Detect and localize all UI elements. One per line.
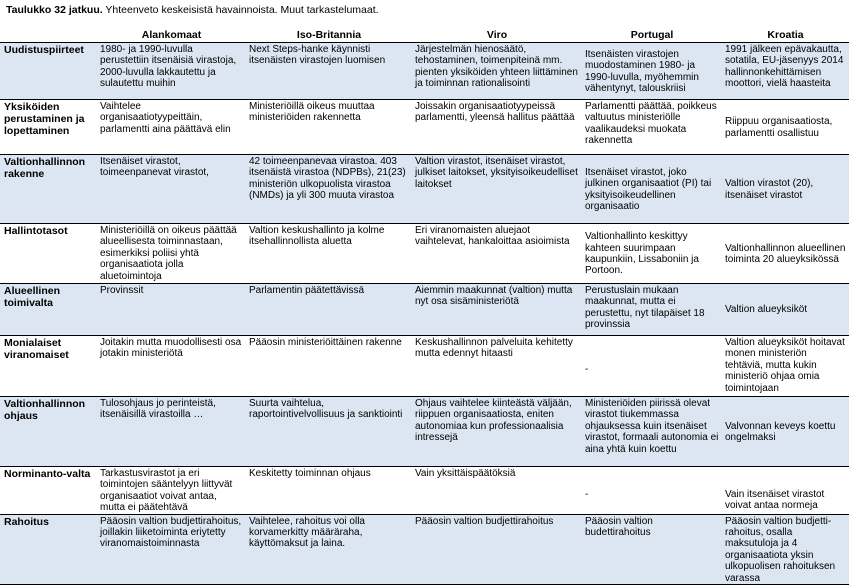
- row-label: Valtionhallinnon rakenne: [0, 155, 97, 224]
- cell-kroatia: Riippuu organisaatiosta, parlamentti osallistuu: [722, 100, 849, 155]
- cell-alankomaat: Joitakin mutta muodollisesti osa jotakin ministeriötä: [97, 336, 246, 397]
- cell-portugal: -: [582, 336, 722, 397]
- table-row: [0, 100, 849, 155]
- cell-iso-britannia: Next Steps-hanke käynnisti itsenäisten virastojen luomisen: [246, 43, 412, 100]
- cell-portugal: Parlamentti päättää, poikkeus valtuutus ministeriölle vaalikaudeksi muokata rakennetta: [582, 100, 722, 155]
- cell-kroatia: Valtionhallinnon alueellinen toiminta 20 alueyksikössä: [722, 224, 849, 284]
- table-row: [0, 155, 849, 224]
- cell-iso-britannia: Keskitetty toiminnan ohjaus: [246, 467, 412, 515]
- cell-kroatia: Vain itsenäiset virastot voivat antaa normeja: [722, 467, 849, 515]
- table-row: [0, 514, 849, 584]
- cell-viro: Joissakin organisaatiotyypeissä parlamentti, yleensä hallitus päättää: [412, 100, 582, 155]
- cell-alankomaat: Itsenäiset virastot, toimeenpanevat virastot,: [97, 155, 246, 224]
- header-portugal: Portugal: [582, 27, 722, 43]
- row-label: Monialaiset viranomaiset: [0, 336, 97, 397]
- header-alankomaat: Alankomaat: [97, 27, 246, 43]
- cell-kroatia: Pääosin valtion budjetti-rahoitus, osalla maksutuloja ja 4 organisaatiota yksin ulkopuolisen rahoituksen varassa: [722, 514, 849, 584]
- table-row: [0, 43, 849, 100]
- cell-portugal: -: [582, 467, 722, 515]
- cell-viro: Ohjaus vaihtelee kiinteästä väljään, riippuen organisaatiosta, eniten autonomiaa kun professionaalisia intressejä: [412, 397, 582, 467]
- table-row: [0, 467, 849, 515]
- cell-iso-britannia: Ministeriöillä oikeus muuttaa ministeriöiden rakennetta: [246, 100, 412, 155]
- cell-kroatia: Valtion alueyksiköt hoitavat monen ministeriön tehtäviä, mutta kukin ministeriö ohjaa omia toimintojaan: [722, 336, 849, 397]
- cell-iso-britannia: Vaihtelee, rahoitus voi olla korvamerkitty määräraha, käyttömaksut ja laina.: [246, 514, 412, 584]
- cell-kroatia: 1991 jälkeen epävakautta, sotatila, EU-jäsenyys 2014 hallinnonkehittämisen moottori, vielä haasteita: [722, 43, 849, 100]
- cell-iso-britannia: Parlamentin päätettävissä: [246, 284, 412, 336]
- cell-alankomaat: Tulosohjaus jo perinteistä, itsenäisillä virastoilla …: [97, 397, 246, 467]
- cell-portugal: Perustuslain mukaan maakunnat, mutta ei perustettu, nyt tilapäiset 18 provinssia: [582, 284, 722, 336]
- header-iso-britannia: Iso-Britannia: [246, 27, 412, 43]
- cell-portugal: Valtionhallinto keskittyy kahteen suurimpaan kaupunkiin, Lissaboniin ja Portoon.: [582, 224, 722, 284]
- cell-kroatia: Valtion virastot (20), itsenäiset virastot: [722, 155, 849, 224]
- caption-label: Taulukko 32 jatkuu.: [6, 4, 103, 16]
- row-label: Uudistuspiirteet: [0, 43, 97, 100]
- cell-iso-britannia: 42 toimeenpanevaa virastoa. 403 itsenäistä virastoa (NDPBs), 21(23) ministeriön ulkopuolista virastoa (NMDs) ja yli 300 muuta virastoa: [246, 155, 412, 224]
- cell-alankomaat: Pääosin valtion budjettirahoitus, joillakin liiketoiminta eriytetty viranomaistoiminnasta: [97, 514, 246, 584]
- header-viro: Viro: [412, 27, 582, 43]
- cell-iso-britannia: Valtion keskushallinto ja kolme itsehallinnollista aluetta: [246, 224, 412, 284]
- cell-kroatia: Valvonnan keveys koettu ongelmaksi: [722, 397, 849, 467]
- row-label: Hallintotasot: [0, 224, 97, 284]
- header-row: [0, 27, 849, 43]
- cell-viro: Aiemmin maakunnat (valtion) mutta nyt osa sisäministeriötä: [412, 284, 582, 336]
- table-row: [0, 336, 849, 397]
- cell-alankomaat: Tarkastusvirastot ja eri toimintojen sääntelyyn liittyvät organisaatiot voivat antaa, mutta ei päätehtävä: [97, 467, 246, 515]
- cell-iso-britannia: Suurta vaihtelua, raportointivelvollisuus ja sanktiointi: [246, 397, 412, 467]
- cell-viro: Vain yksittäispäätöksiä: [412, 467, 582, 515]
- summary-table: [0, 27, 849, 585]
- row-label: Norminanto-valta: [0, 467, 97, 515]
- cell-iso-britannia: Pääosin ministeriöittäinen rakenne: [246, 336, 412, 397]
- row-label: Valtionhallinnon ohjaus: [0, 397, 97, 467]
- caption-text: Yhteenveto keskeisistä havainnoista. Muut tarkastelumaat.: [102, 4, 379, 16]
- cell-portugal: Pääosin valtion budettirahoitus: [582, 514, 722, 584]
- cell-alankomaat: 1980- ja 1990-luvulla perustettiin itsenäisiä virastoja, 2000-luvulla lakkautettu ja sulautettu muihin: [97, 43, 246, 100]
- cell-viro: Eri viranomaisten aluejaot vaihtelevat, hankaloittaa asioimista: [412, 224, 582, 284]
- table-row: [0, 224, 849, 284]
- cell-viro: Järjestelmän hienosäätö, tehostaminen, toimenpiteinä mm. pienten yksiköiden yhteen liittäminen ja toiminnan rationalisointi: [412, 43, 582, 100]
- cell-alankomaat: Vaihtelee organisaatiotyypeittäin, parlamentti aina päättävä elin: [97, 100, 246, 155]
- cell-portugal: Ministeriöiden piirissä olevat virastot tiukemmassa ohjauksessa kuin itsenäiset virastot, formaali autonomia ei aina yhtä kuin koettu: [582, 397, 722, 467]
- cell-viro: Keskushallinnon palveluita kehitetty mutta edennyt hitaasti: [412, 336, 582, 397]
- row-label: Rahoitus: [0, 514, 97, 584]
- cell-portugal: Itsenäiset virastot, joko julkinen organisaatiot (PI) tai yksityisoikeudellinen organisaatio: [582, 155, 722, 224]
- table-caption: [6, 4, 379, 17]
- cell-portugal: Itsenäisten virastojen muodostaminen 1980- ja 1990-luvulla, myöhemmin vähentynyt, talouskriisi: [582, 43, 722, 100]
- row-label: Alueellinen toimivalta: [0, 284, 97, 336]
- cell-alankomaat: Provinssit: [97, 284, 246, 336]
- cell-kroatia: Valtion alueyksiköt: [722, 284, 849, 336]
- table-row: [0, 397, 849, 467]
- cell-viro: Valtion virastot, itsenäiset virastot, julkiset laitokset, yksityisoikeudelliset laitokset: [412, 155, 582, 224]
- cell-alankomaat: Ministeriöillä on oikeus päättää alueellisesta toiminnastaan, esimerkiksi poliisi yhtä organisaatiota jolla aluetoimintoja: [97, 224, 246, 284]
- header-empty: [0, 27, 97, 43]
- row-label: Yksiköiden perustaminen ja lopettaminen: [0, 100, 97, 155]
- table-row: [0, 284, 849, 336]
- header-kroatia: Kroatia: [722, 27, 849, 43]
- cell-viro: Pääosin valtion budjettirahoitus: [412, 514, 582, 584]
